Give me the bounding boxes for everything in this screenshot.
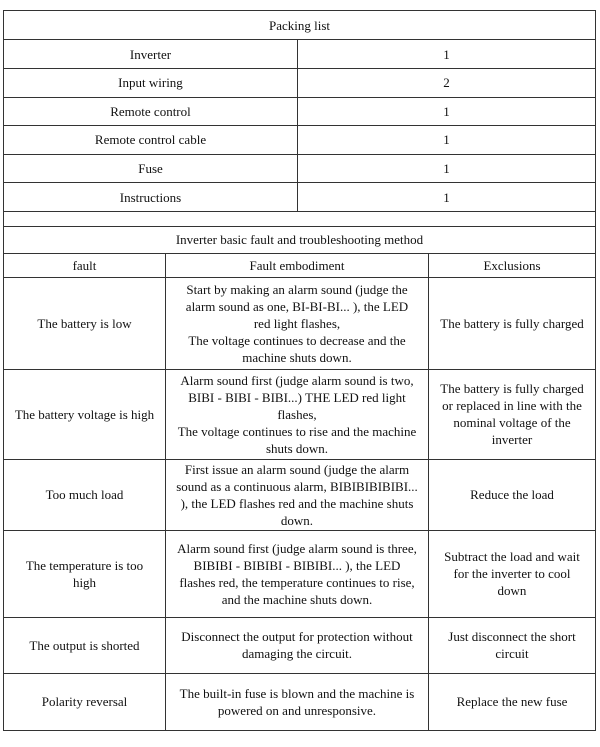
packing-list-title: Packing list: [4, 11, 596, 40]
table-row: [4, 40, 596, 69]
document: [3, 10, 595, 731]
table-row: [4, 459, 596, 530]
empty-separator-row: [4, 211, 596, 226]
fault-exclusion: Reduce the load: [429, 459, 596, 530]
fault-table-header-row: [4, 253, 596, 277]
fault-name: The battery is low: [4, 277, 166, 369]
item-quantity: 1: [298, 40, 596, 69]
table-row: [4, 68, 596, 97]
table-row: [4, 183, 596, 212]
fault-embodiment: The built-in fuse is blown and the machine is powered on and unresponsive.: [166, 673, 429, 730]
column-header-exclusions: Exclusions: [429, 253, 596, 277]
fault-exclusion: The battery is fully charged: [429, 277, 596, 369]
table-row: [4, 277, 596, 369]
item-name: Fuse: [4, 154, 298, 183]
fault-exclusion: Just disconnect the short circuit: [429, 617, 596, 673]
fault-embodiment: Disconnect the output for protection without damaging the circuit.: [166, 617, 429, 673]
table-row: [4, 126, 596, 155]
item-quantity: 1: [298, 154, 596, 183]
table-row: [4, 530, 596, 617]
fault-exclusion: Replace the new fuse: [429, 673, 596, 730]
table-row: [4, 369, 596, 459]
table-row: [4, 154, 596, 183]
table-row: [4, 617, 596, 673]
fault-table-title-row: [4, 226, 596, 253]
item-name: Remote control: [4, 97, 298, 126]
item-name: Remote control cable: [4, 126, 298, 155]
column-header-fault: fault: [4, 253, 166, 277]
fault-embodiment: Alarm sound first (judge alarm sound is two, BIBI - BIBI - BIBI...) THE LED red light flashes, The voltage continues to rise and the machine shuts down.: [166, 369, 429, 459]
fault-embodiment: Start by making an alarm sound (judge the alarm sound as one, BI-BI-BI... ), the LED red light flashes, The voltage continues to decrease and the machine shuts down.: [166, 277, 429, 369]
fault-exclusion: Subtract the load and wait for the inverter to cool down: [429, 530, 596, 617]
item-name: Inverter: [4, 40, 298, 69]
item-name: Input wiring: [4, 68, 298, 97]
item-quantity: 2: [298, 68, 596, 97]
table-row: [4, 97, 596, 126]
fault-name: The output is shorted: [4, 617, 166, 673]
fault-table: [3, 226, 596, 731]
fault-name: The battery voltage is high: [4, 369, 166, 459]
fault-name: Too much load: [4, 459, 166, 530]
fault-embodiment: First issue an alarm sound (judge the alarm sound as a continuous alarm, BIBIBIBIBIBI... ), the LED flashes red and the machine shuts down.: [166, 459, 429, 530]
item-quantity: 1: [298, 126, 596, 155]
column-header-embodiment: Fault embodiment: [166, 253, 429, 277]
empty-cell: [4, 211, 596, 226]
table-row: [4, 673, 596, 730]
item-quantity: 1: [298, 183, 596, 212]
item-name: Instructions: [4, 183, 298, 212]
item-quantity: 1: [298, 97, 596, 126]
packing-list-table: [3, 10, 596, 227]
fault-name: The temperature is too high: [4, 530, 166, 617]
fault-table-title: Inverter basic fault and troubleshooting method: [4, 226, 596, 253]
packing-list-header-row: [4, 11, 596, 40]
fault-embodiment: Alarm sound first (judge alarm sound is three, BIBIBI - BIBIBI - BIBIBI... ), the LED flashes red, the temperature continues to rise, and the machine shuts down.: [166, 530, 429, 617]
fault-name: Polarity reversal: [4, 673, 166, 730]
fault-exclusion: The battery is fully charged or replaced in line with the nominal voltage of the inverter: [429, 369, 596, 459]
